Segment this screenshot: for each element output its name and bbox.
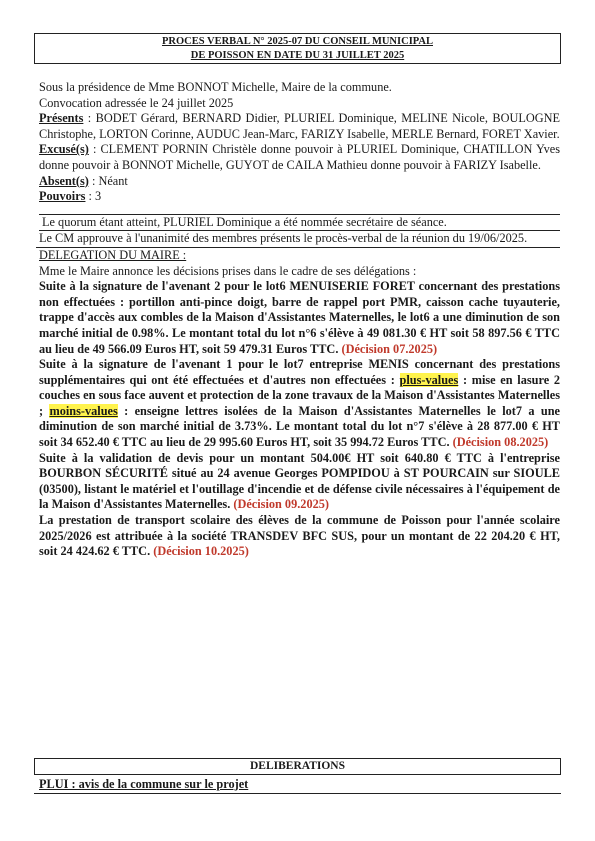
absents-label: Absent(s) — [39, 173, 89, 188]
decision-2-ref: (Décision 08.2025) — [452, 435, 549, 450]
excuses-label: Excusé(s) — [39, 142, 89, 157]
decision-4-text: La prestation de transport scolaire des élèves de la commune de Poisson pour l'année scolaire 2025/2026 est attribuée à la société TRANSDEV BFC SUS, pour un montant de 22 204.20 € HT, soit 24 424.62 € TTC. — [39, 513, 560, 559]
approval-paragraph: Le CM approuve à l'unanimité des membres présents le procès-verbal de la réunion du 19/06/2025. — [39, 231, 528, 246]
decision-3-text: Suite à la validation de devis pour un montant 504.00€ HT soit 640.80 € TTC à l'entreprise BOURBON SÉCURITÉ situé au 24 avenue Georges POMPIDOU à ST POURCAIN sur SIOULE (03500), listant le matériel et l'outillage d'incendie et de défense civile nécessaires à l'équipement de la Maison d'Assistantes Maternelles. — [39, 450, 560, 512]
title-line-2: DE POISSON EN DATE DU 31 JUILLET 2025 — [190, 50, 405, 61]
plui-subheading: PLUI : avis de la commune sur le projet — [39, 777, 249, 791]
title-line-1: PROCES VERBAL N° 2025-07 DU CONSEIL MUNICIPAL — [161, 36, 433, 47]
pouvoirs-line — [39, 189, 560, 205]
document-title-box — [34, 33, 561, 64]
presents-list: : BODET Gérard, BERNARD Didier, PLURIEL Dominique, MELINE Nicole, BOULOGNE Christophe, LORTON Corinne, AUDUC Jean-Marc, FARIZY Isabelle, MERLE Bernard, FORET Xavier. — [39, 111, 560, 141]
decision-1-ref: (Décision 07.2025) — [341, 341, 438, 356]
plus-values-highlight: plus-values — [399, 372, 459, 387]
pouvoirs-value: : 3 — [85, 189, 102, 204]
decision-1-text: Suite à la signature de l'avenant 2 pour le lot6 MENUISERIE FORET concernant des prestations non effectuées : portillon anti-pince doigt, barre de rappel port PMR, caisson cache tuyauterie, trappe d'accès aux combles de la Maison d'Assistantes Maternelles, le lot6 a une diminution de son marché initial de 0.98%. Le montant total du lot n°6 s'élève à 49 081.30 € HT soit 58 897.56 € TTC au lieu de 49 566.09 Euros HT, soit 59 479.31 Euros TTC. — [39, 279, 560, 356]
decision-item-1 — [39, 279, 560, 357]
delegation-intro: Mme le Maire annonce les décisions prises dans le cadre de ses délégations : — [39, 263, 417, 278]
convocation-line: Convocation adressée le 24 juillet 2025 — [39, 95, 234, 110]
moins-values-highlight: moins-values — [49, 403, 118, 418]
excuses-list: : CLEMENT PORNIN Christèle donne pouvoir à PLURIEL Dominique, CHATILLON Yves donne pouvoir à BONNOT Michelle, GUYOT de CAILA Mathieu donne pouvoir à FARIZY Isabelle. — [39, 142, 560, 172]
decision-4-ref: (Décision 10.2025) — [153, 544, 249, 559]
delegation-heading: DELEGATION DU MAIRE : — [36, 247, 560, 264]
deliberations-heading: DELIBERATIONS — [249, 760, 345, 772]
decision-2-text-c: : enseigne lettres isolées de la Maison d'Assistantes Maternelles le lot7 a une diminution de son marché initial de 3.73%. Le montant total du lot n°7 s'élève à 28 877.00 € HT soit 34 652.40 € TTC au lieu de 29 995.60 Euros HT, soit 35 994.72 Euros TTC. — [39, 403, 561, 450]
excuses-paragraph — [39, 142, 560, 173]
decision-item-3 — [39, 451, 560, 513]
divider — [34, 793, 561, 794]
presidence-line: Sous la présidence de Mme BONNOT Michelle, Maire de la commune. — [39, 80, 392, 94]
decision-3-ref: (Décision 09.2025) — [233, 497, 329, 512]
deliberations-heading-box — [34, 758, 561, 775]
presents-label: Présents — [39, 111, 84, 126]
decision-item-4 — [39, 513, 560, 560]
decision-2-text-a: Suite à la signature de l'avenant 1 pour le lot7 entreprise MENIS concernant des prestations supplémentaires qui ont été effectuées et d'autres non effectuées : — [39, 357, 560, 387]
presents-paragraph — [39, 111, 560, 142]
quorum-line: Le quorum étant atteint, PLURIEL Dominique a été nommée secrétaire de séance. — [39, 214, 560, 232]
absents-value: : Néant — [88, 173, 128, 188]
pouvoirs-label: Pouvoirs — [39, 189, 86, 204]
decision-2-text-b: : mise en lasure 2 couches en sous face auvent et protection de la zone travaux de la Maison d'Assistantes Maternelles ; — [39, 372, 560, 418]
document-body — [39, 80, 560, 560]
decision-item-2 — [39, 357, 560, 451]
absents-line — [39, 174, 560, 190]
